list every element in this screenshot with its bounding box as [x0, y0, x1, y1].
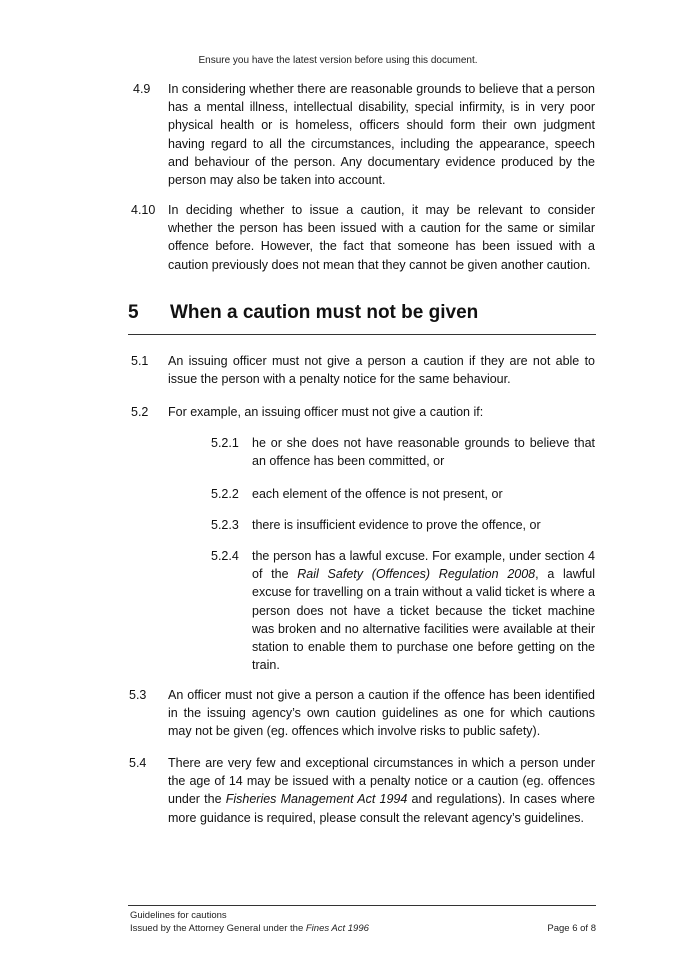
act-title: Fisheries Management Act 1994: [225, 792, 408, 807]
version-note: Ensure you have the latest version before using this document.: [198, 55, 478, 66]
footer-issued-by: [130, 923, 369, 934]
page-number: Page 6 of 8: [547, 923, 596, 934]
paragraph-text: An officer must not give a person a caution if the offence has been identified in the issuing agency’s own caution guidelines as one for which cautions may not be given (eg. offences which involve risks to public safety).: [168, 688, 595, 739]
section-title: When a caution must not be given: [170, 302, 479, 323]
footer-title: Guidelines for cautions: [130, 910, 227, 921]
subparagraph-text: [252, 547, 595, 674]
paragraph-text: [168, 754, 595, 827]
subparagraph-number: 5.2.1: [211, 436, 239, 450]
paragraph-number: 4.9: [133, 82, 151, 96]
paragraph-text: For example, an issuing officer must not give a caution if:: [168, 405, 484, 419]
paragraph-number: 5.3: [129, 688, 147, 702]
paragraph-text: An issuing officer must not give a person a caution if they are not able to issue the person with a penalty notice for the same behaviour.: [168, 354, 595, 387]
regulation-title: Rail Safety (Offences) Regulation 2008: [297, 567, 536, 582]
paragraph-number: 4.10: [131, 203, 156, 217]
subparagraph-text: each element of the offence is not present, or: [252, 487, 503, 501]
footer-act-title: Fines Act 1996: [305, 923, 369, 934]
text-segment: the person has a lawful excuse. For example, under section 4 of the: [252, 549, 595, 582]
paragraph-text: In considering whether there are reasonable grounds to believe that a person has a mental illness, intellectual disability, special infirmity, is in very poor physical health or is homeless, officers should form their own judgment having regard to all the circumstances, including the appearance, speech and behaviour of the person. Any documentary evidence produced by the person may also be taken into account.: [168, 82, 595, 188]
paragraph-number: 5.2: [131, 405, 149, 419]
footer-divider: [128, 905, 596, 906]
paragraph-number: 5.4: [129, 756, 147, 770]
text-segment: , a lawful excuse for travelling on a train without a valid ticket is where a person does not have a ticket because the ticket machine was broken and no alternative facilities were available at their station to enable them to purchase one before getting on the train.: [252, 567, 595, 673]
paragraph-number: 5.1: [131, 354, 149, 368]
section-heading: [128, 300, 596, 335]
subparagraph-number: 5.2.3: [211, 518, 239, 532]
subparagraph-text: he or she does not have reasonable grounds to believe that an offence has been committed, or: [252, 436, 595, 469]
subparagraph-text: there is insufficient evidence to prove the offence, or: [252, 518, 541, 532]
text-segment: and regulations). In cases where more guidance is required, please consult the relevant agency’s guidelines.: [168, 792, 596, 825]
section-number: 5: [128, 302, 139, 323]
subparagraph-number: 5.2.2: [211, 487, 239, 501]
text-segment: There are very few and exceptional circumstances in which a person under the age of 14 may be issued with a penalty notice or a caution (eg. offences under the: [168, 756, 595, 807]
paragraph-text: In deciding whether to issue a caution, it may be relevant to consider whether the person has been issued with a caution for the same or similar offence before. However, the fact that someone has been issued with a caution previously does not mean that they cannot be given another caution.: [168, 203, 595, 272]
subparagraph-number: 5.2.4: [211, 549, 239, 563]
footer-text: Issued by the Attorney General under the: [130, 923, 306, 934]
